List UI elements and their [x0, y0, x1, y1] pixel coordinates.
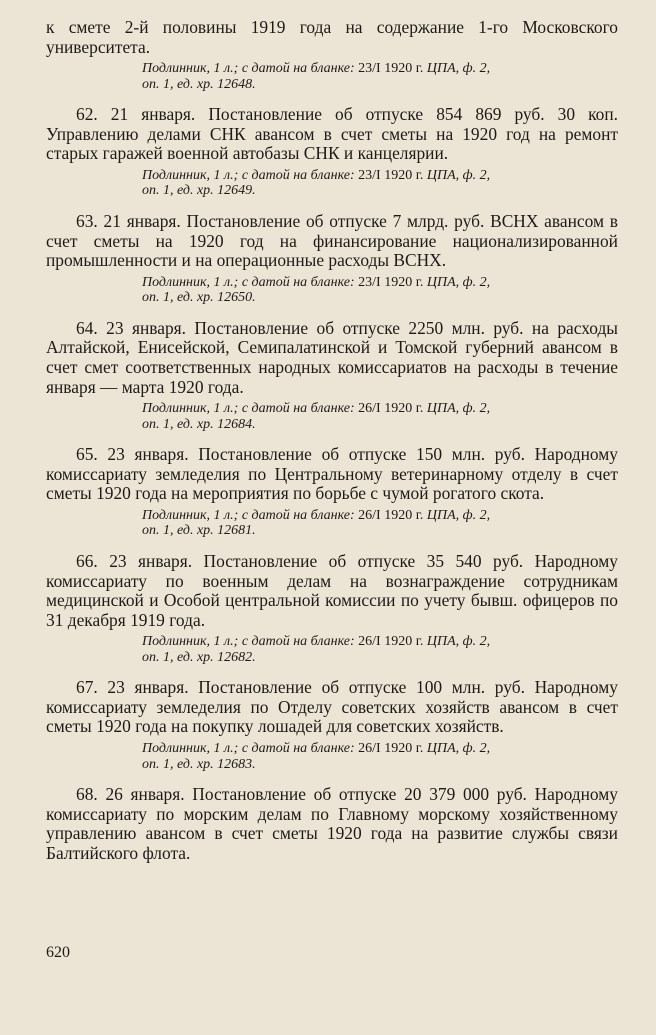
- entry-text: 68. 26 января. Постановление об отпуске 20 379 000 руб. Народному комиссариату по морским делам по Главному морскому хозяйственному управлению авансом в счет сметы 1920 года на развитие службы связи Балтийского флота.: [46, 784, 618, 863]
- source-label: Подлинник, 1 л.; с датой на бланке:: [142, 401, 355, 417]
- source-ref: оп. 1, ед. хр. 12682.: [142, 649, 256, 665]
- source-note: [46, 401, 618, 432]
- source-label: Подлинник, 1 л.; с датой на бланке:: [142, 61, 355, 77]
- entry-text: 62. 21 января. Постановление об отпуске 854 869 руб. 30 коп. Управлению делами СНК авансом в счет сметы на 1920 год на ремонт старых гаражей военной автобазы СНК и канцелярии.: [46, 104, 618, 164]
- source-date: 26/I 1920 г.: [358, 741, 424, 757]
- source-archive: ЦПА, ф. 2,: [426, 401, 491, 417]
- source-ref: оп. 1, ед. хр. 12681.: [142, 523, 256, 539]
- source-label: Подлинник, 1 л.; с датой на бланке:: [142, 634, 355, 650]
- entry-text: 66. 23 января. Постановление об отпуске 35 540 руб. Народному комиссариату по военным делам на вознаграждение сотрудникам медицинской и Особой центральной комиссии по учету бывш. офицеров по 31 декабря 1919 года.: [46, 550, 618, 630]
- source-ref: оп. 1, ед. хр. 12684.: [142, 416, 256, 432]
- source-archive: ЦПА, ф. 2,: [426, 741, 491, 757]
- source-label: Подлинник, 1 л.; с датой на бланке:: [142, 274, 355, 290]
- source-archive: ЦПА, ф. 2,: [426, 507, 491, 523]
- source-label: Подлинник, 1 л.; с датой на бланке:: [142, 167, 355, 183]
- source-note: [46, 741, 618, 772]
- source-date: 26/I 1920 г.: [358, 507, 424, 523]
- entry-66: [46, 552, 618, 665]
- entry-text: 63. 21 января. Постановление об отпуске 7 млрд. руб. ВСНХ авансом в счет сметы на 1920 год на финансирование национализированной промышленности и на операционные расходы ВСНХ.: [46, 210, 618, 271]
- entry-text: 67. 23 января. Постановление об отпуске 100 млн. руб. Народному комиссариату земледелия по Отделу советских хозяйств авансом в счет сметы 1920 года на покупку лошадей для советских хозяйств.: [46, 677, 618, 737]
- source-ref: оп. 1, ед. хр. 12649.: [142, 183, 256, 199]
- document-page: [46, 18, 618, 876]
- source-date: 23/I 1920 г.: [358, 61, 424, 77]
- source-ref: оп. 1, ед. хр. 12650.: [142, 290, 256, 306]
- source-date: 26/I 1920 г.: [358, 634, 424, 650]
- source-note: [46, 275, 618, 306]
- entry-63: [46, 212, 618, 306]
- source-archive: ЦПА, ф. 2,: [426, 274, 491, 290]
- entry-text: 64. 23 января. Постановление об отпуске 2250 млн. руб. на расходы Алтайской, Енисейской, Семипалатинской и Томской губерний авансом в счет смет соответственных народных комиссариатов на расходы в течение января — марта 1920 года.: [46, 317, 618, 397]
- source-note: [46, 168, 618, 199]
- source-label: Подлинник, 1 л.; с датой на бланке:: [142, 741, 355, 757]
- entry-text: 65. 23 января. Постановление об отпуске 150 млн. руб. Народному комиссариату земледелия по Центральному ветеринарному отделу в счет сметы 1920 года на мероприятия по борьбе с чумой рогатого скота.: [46, 444, 618, 504]
- source-archive: ЦПА, ф. 2,: [426, 634, 491, 650]
- source-note: [46, 61, 618, 92]
- source-note: [46, 508, 618, 539]
- source-ref: оп. 1, ед. хр. 12683.: [142, 756, 256, 772]
- source-archive: ЦПА, ф. 2,: [426, 61, 491, 77]
- entry-68: [46, 785, 618, 863]
- source-note: [46, 634, 618, 665]
- source-label: Подлинник, 1 л.; с датой на бланке:: [142, 507, 355, 523]
- page-number: 620: [46, 944, 70, 961]
- entry-64: [46, 319, 618, 432]
- source-date: 23/I 1920 г.: [358, 274, 424, 290]
- entry-67: [46, 678, 618, 772]
- source-archive: ЦПА, ф. 2,: [426, 167, 491, 183]
- entry-continuation: [46, 18, 618, 92]
- entry-62: [46, 105, 618, 199]
- entry-text: к смете 2-й половины 1919 года на содержание 1-го Московского университета.: [46, 17, 618, 57]
- source-date: 26/I 1920 г.: [358, 401, 424, 417]
- source-date: 23/I 1920 г.: [358, 167, 424, 183]
- source-ref: оп. 1, ед. хр. 12648.: [142, 76, 256, 92]
- entry-65: [46, 445, 618, 539]
